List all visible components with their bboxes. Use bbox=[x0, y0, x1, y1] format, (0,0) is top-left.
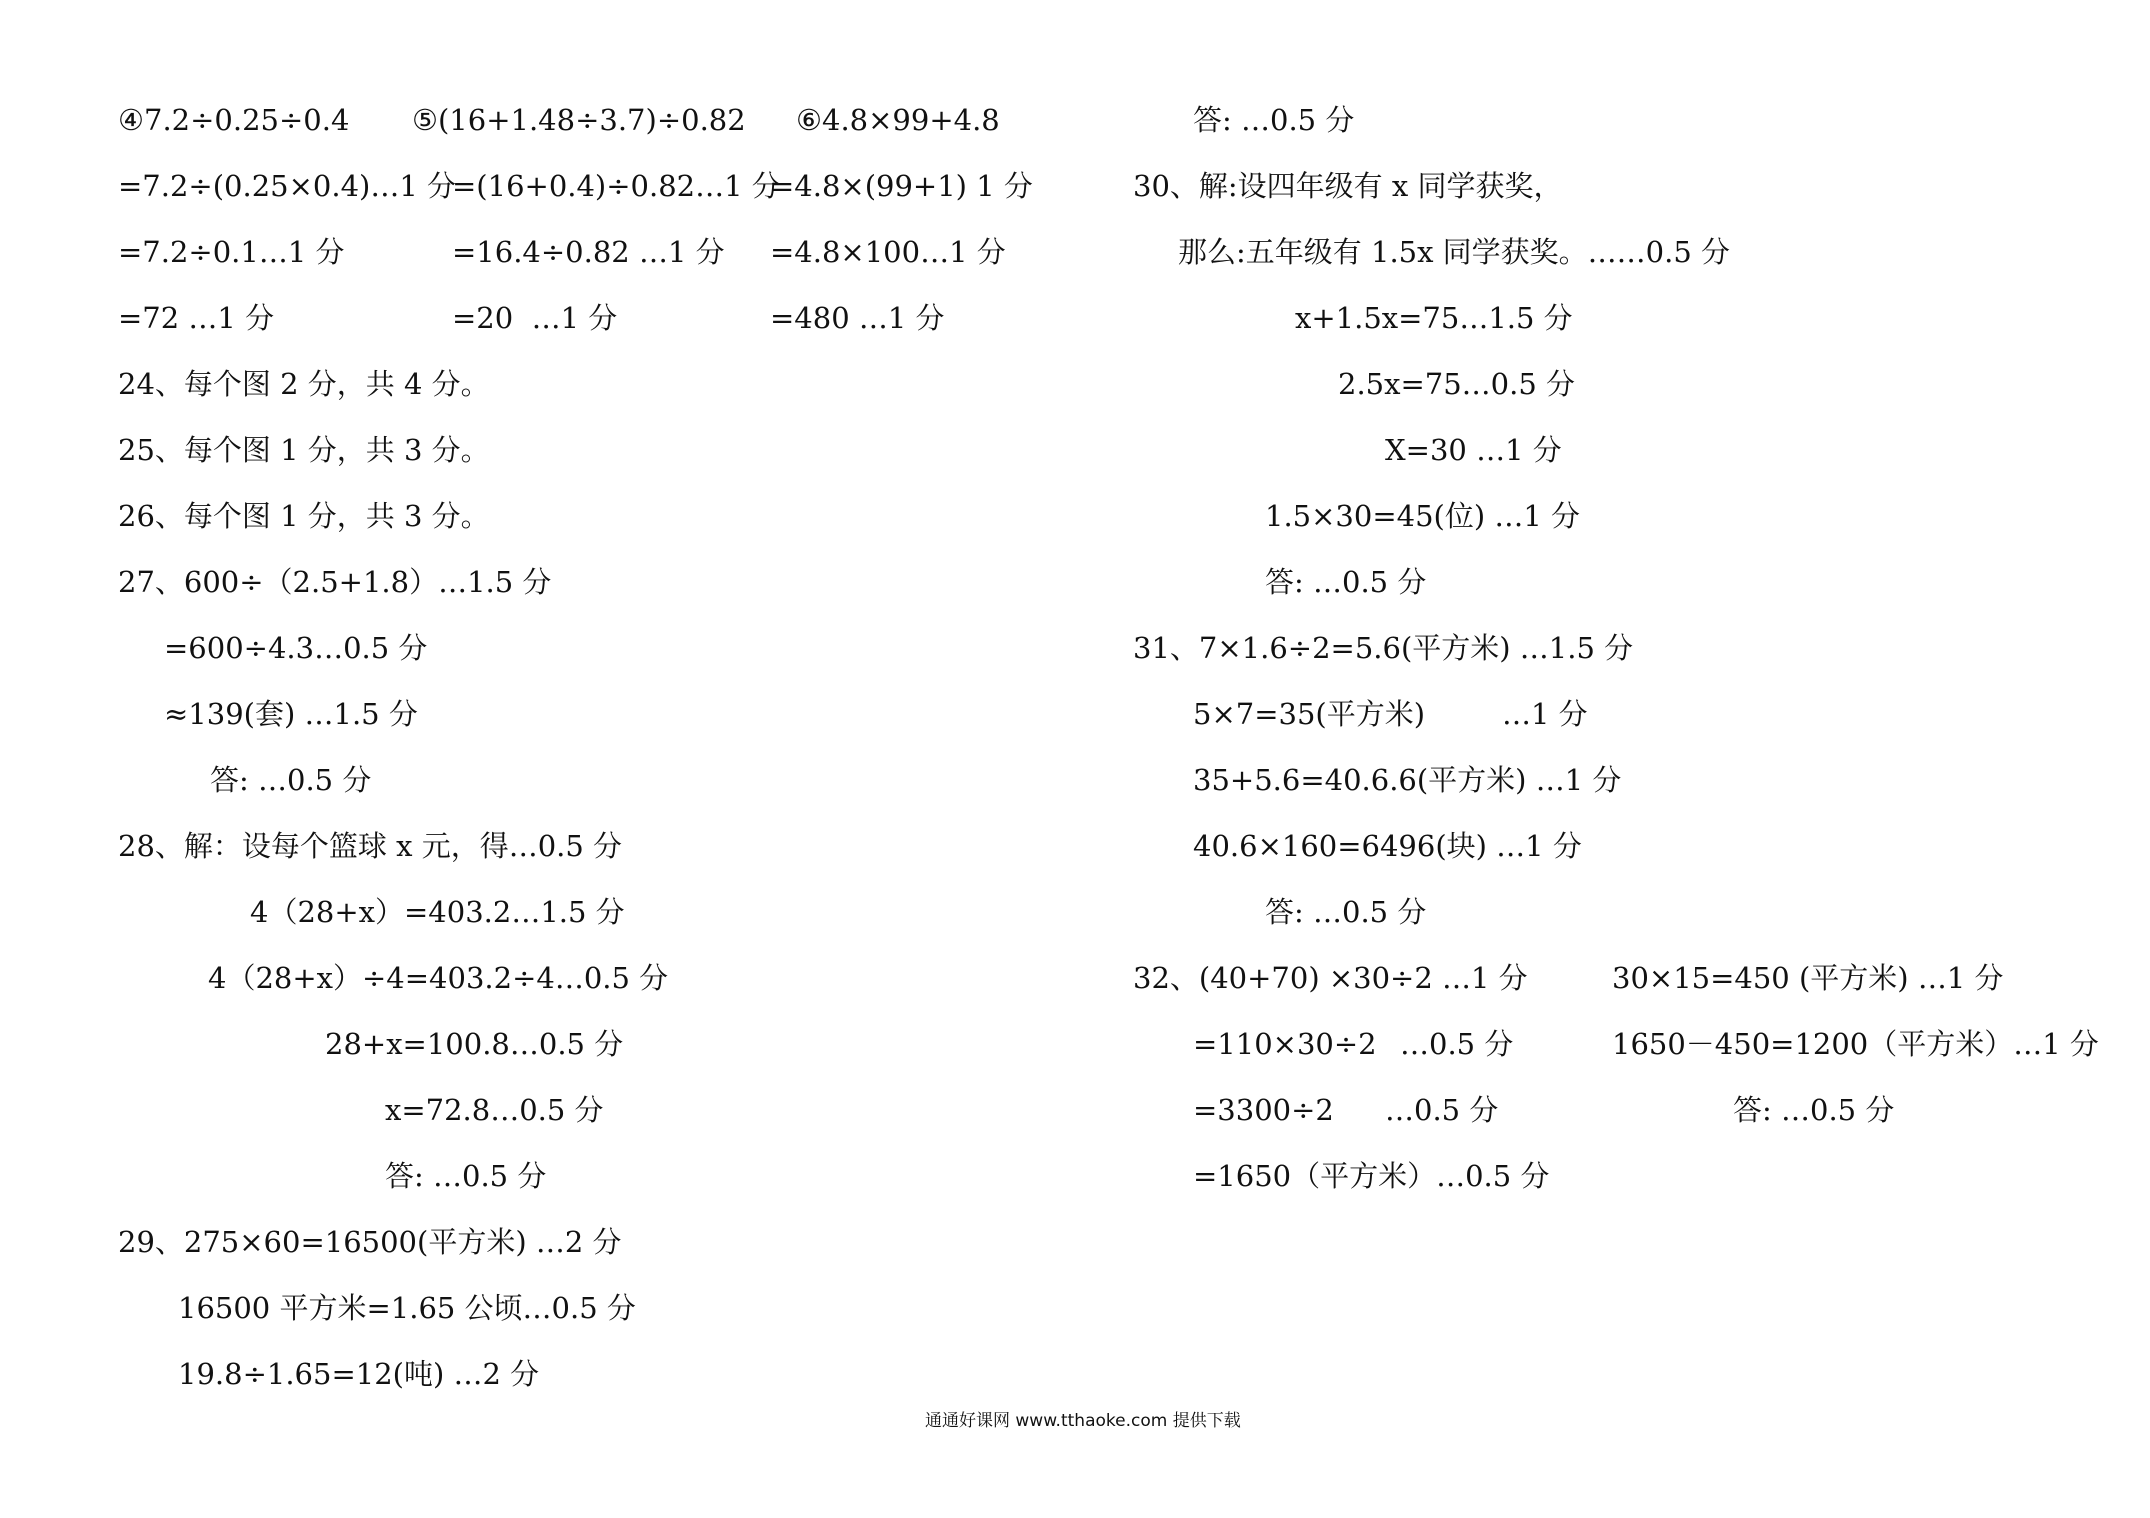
answer-line: 27、600÷（2.5+1.8）…1.5 分 bbox=[118, 565, 552, 599]
answer-line: 28、解：设每个篮球 x 元，得…0.5 分 bbox=[118, 829, 623, 863]
answer-line: 2.5x=75…0.5 分 bbox=[1338, 367, 1576, 401]
answer-line: ④7.2÷0.25÷0.4 bbox=[118, 103, 350, 137]
answer-line: 答: …0.5 分 bbox=[1193, 103, 1355, 137]
answer-line: =7.2÷0.1…1 分 bbox=[118, 235, 345, 269]
answer-line: =1650（平方米）…0.5 分 bbox=[1193, 1159, 1550, 1193]
answer-line: =110×30÷2 bbox=[1193, 1027, 1377, 1061]
answer-line: …0.5 分 bbox=[1400, 1027, 1514, 1061]
answer-line: =16.4÷0.82 …1 分 bbox=[452, 235, 725, 269]
answer-line: 答: …0.5 分 bbox=[210, 763, 372, 797]
answer-line: =480 …1 分 bbox=[770, 301, 945, 335]
answer-line: =4.8×100…1 分 bbox=[770, 235, 1006, 269]
footer-credit: 通通好课网 www.tthaoke.com 提供下载 bbox=[925, 1411, 1241, 1431]
answer-line: 28+x=100.8…0.5 分 bbox=[325, 1027, 624, 1061]
answer-line: =(16+0.4)÷0.82…1 分 bbox=[452, 169, 781, 203]
answer-line: x+1.5x=75…1.5 分 bbox=[1295, 301, 1573, 335]
answer-line: 4（28+x）÷4=403.2÷4…0.5 分 bbox=[208, 961, 669, 995]
answer-line: 5×7=35(平方米) bbox=[1193, 697, 1426, 731]
answer-line: X=30 …1 分 bbox=[1385, 433, 1562, 467]
answer-line: =3300÷2 bbox=[1193, 1093, 1334, 1127]
answer-line: =20 …1 分 bbox=[452, 301, 618, 335]
answer-line: =72 …1 分 bbox=[118, 301, 275, 335]
answer-line: ⑥4.8×99+4.8 bbox=[796, 103, 1000, 137]
answer-line: 答: …0.5 分 bbox=[1265, 565, 1427, 599]
answer-line: x=72.8…0.5 分 bbox=[385, 1093, 604, 1127]
answer-line: 1650－450=1200（平方米）…1 分 bbox=[1612, 1027, 2099, 1061]
answer-line: 31、7×1.6÷2=5.6(平方米) …1.5 分 bbox=[1133, 631, 1634, 665]
answer-line: …0.5 分 bbox=[1385, 1093, 1499, 1127]
answer-line: =4.8×(99+1) 1 分 bbox=[770, 169, 1033, 203]
answer-line: 30、解:设四年级有 x 同学获奖， bbox=[1133, 169, 1563, 203]
answer-line: 4（28+x）=403.2…1.5 分 bbox=[250, 895, 625, 929]
answer-line: 1.5×30=45(位) …1 分 bbox=[1265, 499, 1581, 533]
answer-line: 那么:五年级有 1.5x 同学获奖。……0.5 分 bbox=[1178, 235, 1731, 269]
answer-line: 19.8÷1.65=12(吨) …2 分 bbox=[178, 1357, 540, 1391]
answer-line: =600÷4.3…0.5 分 bbox=[164, 631, 428, 665]
answer-line: 29、275×60=16500(平方米) …2 分 bbox=[118, 1225, 622, 1259]
answer-line: …1 分 bbox=[1502, 697, 1588, 731]
answer-line: =7.2÷(0.25×0.4)…1 分 bbox=[118, 169, 457, 203]
answer-line: 35+5.6=40.6.6(平方米) …1 分 bbox=[1193, 763, 1622, 797]
answer-line: ≈139(套) …1.5 分 bbox=[164, 697, 418, 731]
answer-line: 32、(40+70) ×30÷2 …1 分 bbox=[1133, 961, 1528, 995]
answer-line: 26、每个图 1 分，共 3 分。 bbox=[118, 499, 490, 533]
answer-line: 答: …0.5 分 bbox=[1265, 895, 1427, 929]
answer-line: 答: …0.5 分 bbox=[385, 1159, 547, 1193]
answer-line: 24、每个图 2 分，共 4 分。 bbox=[118, 367, 490, 401]
answer-line: 25、每个图 1 分，共 3 分。 bbox=[118, 433, 490, 467]
answer-line: 16500 平方米=1.65 公顷…0.5 分 bbox=[178, 1291, 636, 1325]
answer-line: 40.6×160=6496(块) …1 分 bbox=[1193, 829, 1582, 863]
answer-line: ⑤(16+1.48÷3.7)÷0.82 bbox=[412, 103, 746, 137]
answer-line: 答: …0.5 分 bbox=[1733, 1093, 1895, 1127]
answer-line: 30×15=450 (平方米) …1 分 bbox=[1612, 961, 2004, 995]
